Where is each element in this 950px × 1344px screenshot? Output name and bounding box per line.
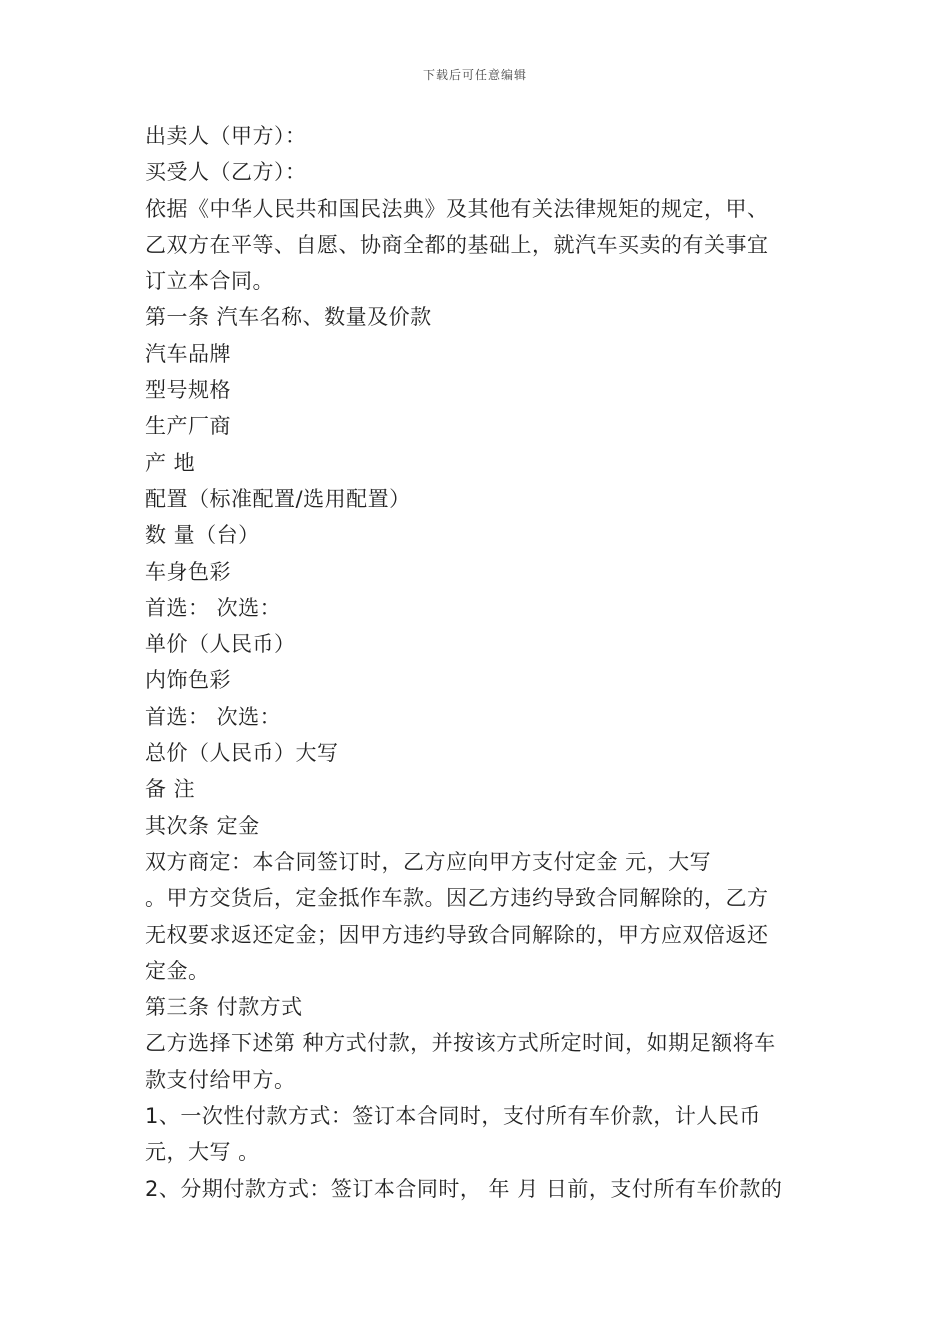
article-2-title: 其次条 定金 [145, 813, 260, 838]
preamble-line-2: 乙双方在平等、自愿、协商全都的基础上，就汽车买卖的有关事宜 [145, 232, 769, 257]
field-car-brand: 汽车品牌 [145, 341, 231, 366]
deposit-line-2: 。甲方交货后，定金抵作车款。因乙方违约导致合同解除的，乙方 [145, 886, 769, 911]
payment-line-1: 乙方选择下述第 种方式付款，并按该方式所定时间，如期足额将车 [145, 1031, 776, 1056]
seller-line: 出卖人（甲方）： [145, 124, 307, 148]
buyer-line: 买受人（乙方）： [145, 160, 307, 185]
page-header-note: 下载后可任意编辑 [422, 68, 527, 82]
field-remarks: 备 注 [145, 777, 196, 802]
field-unit-price: 单价（人民币） [145, 632, 296, 657]
field-total-price: 总价（人民币）大写 [145, 741, 339, 766]
article-1-title: 第一条 汽车名称、数量及价款 [145, 305, 432, 330]
payment-option-1-line-1: 1、一次性付款方式：签订本合同时，支付所有车价款，计人民币 [145, 1104, 761, 1129]
article-3-title: 第三条 付款方式 [145, 995, 303, 1020]
deposit-line-4: 定金。 [145, 958, 210, 983]
payment-line-2: 款支付给甲方。 [145, 1067, 296, 1092]
field-quantity: 数 量（台） [145, 523, 260, 548]
field-body-color: 车身色彩 [145, 559, 231, 584]
field-manufacturer: 生产厂商 [145, 414, 231, 439]
field-interior-color-choice: 首选： 次选： [145, 704, 282, 729]
preamble-line-3: 订立本合同。 [145, 269, 274, 294]
deposit-line-3: 无权要求返还定金；因甲方违约导致合同解除的，甲方应双倍返还 [145, 922, 769, 947]
payment-option-1-line-2: 元，大写 。 [145, 1140, 260, 1165]
field-origin: 产 地 [145, 450, 196, 475]
field-interior-color: 内饰色彩 [145, 668, 231, 693]
contract-body [145, 118, 810, 1207]
field-body-color-choice: 首选： 次选： [145, 595, 282, 620]
deposit-line-1: 双方商定：本合同签订时，乙方应向甲方支付定金 元，大写 [145, 849, 712, 874]
preamble-line-1: 依据《中华人民共和国民法典》及其他有关法律规矩的规定，甲、 [145, 196, 769, 221]
field-model-spec: 型号规格 [145, 378, 231, 403]
payment-option-2-line-1: 2、分期付款方式：签订本合同时， 年 月 日前，支付所有车价款的 [145, 1176, 783, 1201]
field-configuration: 配置（标准配置/选用配置） [145, 486, 411, 511]
